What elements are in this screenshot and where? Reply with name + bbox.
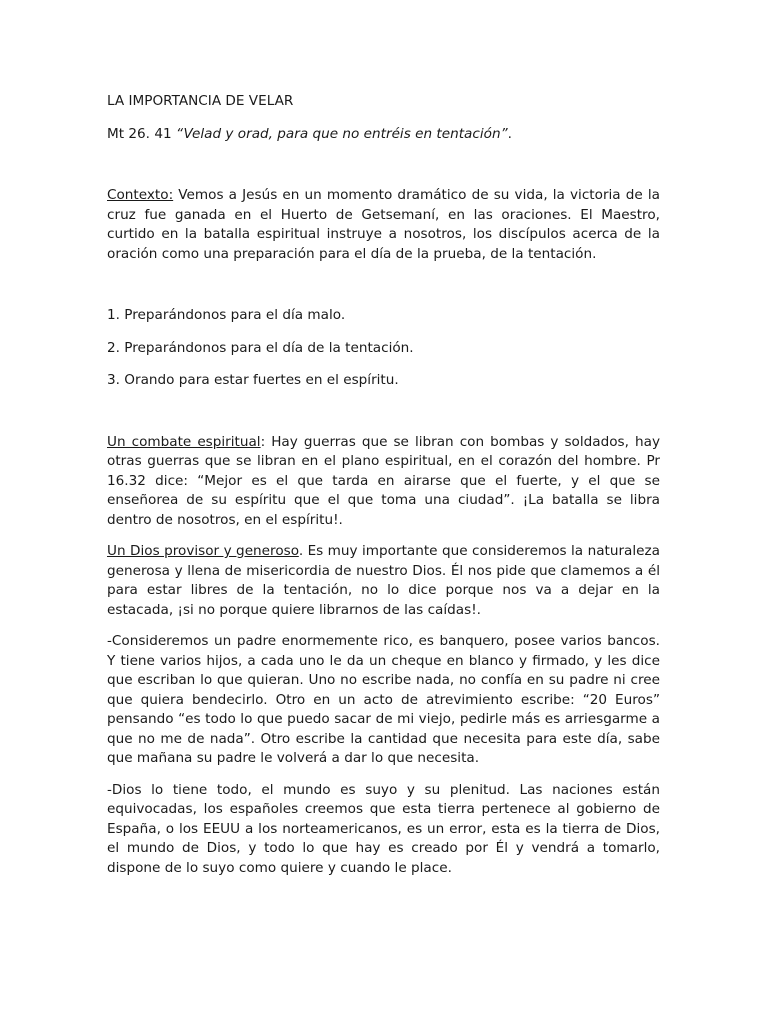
point-item: 2. Preparándonos para el día de la tentación. bbox=[107, 339, 414, 356]
verse-quote: “Velad y orad, para que no entréis en tentación” bbox=[175, 125, 508, 142]
context-label: Contexto: bbox=[107, 187, 174, 203]
padre-paragraph: -Consideremos un padre enormemente rico, es banquero, posee varios bancos. Y tiene varios hijos, a cada uno le da un cheque en blanco y firmado, y les dice que escriban lo que quieran. Uno no escribe nada, no confía en su padre ni cree que quiera bendecirlo. Otro en un acto de atrevimiento escribe: “20 Euros” pensando “es todo lo que puedo sacar de mi viejo, pedirle más es arriesgarme a que no me de nada”. Otro escribe la cantidad que necesita para este día, sabe que mañana su padre le volverá a dar lo que necesita. bbox=[107, 633, 660, 766]
dios-text: . Es muy importante que consideremos la naturaleza generosa y llena de misericordia de nuestro Dios. Él nos pide que clamemos a él para estar libres de la tentación, no lo dice porque nos va a dejar en la estacada, ¡si no porque quiere librarnos de las caídas!. bbox=[107, 543, 660, 618]
mundo-paragraph: -Dios lo tiene todo, el mundo es suyo y su plenitud. Las naciones están equivocadas, los españoles creemos que esta tierra pertenece al gobierno de España, o los EEUU a los norteamericanos, es un error, esta es la tierra de Dios, el mundo de Dios, y todo lo que hay es creado por Él y vendrá a tomarlo, dispone de lo suyo como quiere y cuando le place. bbox=[107, 781, 660, 876]
point-item: 1. Preparándonos para el día malo. bbox=[107, 307, 346, 323]
context-text: Vemos a Jesús en un momento dramático de su vida, la victoria de la cruz fue ganada en el Huerto de Getsemaní, en las oraciones. El Maestro, curtido en la batalla espiritual instruye a nosotros, los discípulos acerca de la oración como una preparación para el día de la prueba, de la tentación. bbox=[107, 187, 660, 262]
combate-paragraph bbox=[107, 433, 660, 531]
document-title: LA IMPORTANCIA DE VELAR bbox=[107, 93, 294, 109]
bible-verse bbox=[107, 125, 660, 145]
combate-text: : Hay guerras que se libran con bombas y soldados, hay otras guerras que se libran en el plano espiritual, en el corazón del hombre. Pr 16.32 dice: “Mejor es el que tarda en airarse que el fuerte, y el que se enseñorea de su espíritu que el que toma una ciudad”. ¡La batalla se libra dentro de nosotros, en el espíritu!. bbox=[107, 433, 660, 528]
document-body bbox=[107, 92, 660, 890]
context-paragraph bbox=[107, 186, 660, 264]
point-item: 3. Orando para estar fuertes en el espíritu. bbox=[107, 372, 399, 388]
combate-label: Un combate espiritual bbox=[107, 433, 261, 450]
verse-reference: Mt 26. 41 bbox=[107, 125, 176, 142]
dios-label: Un Dios provisor y generoso bbox=[107, 543, 299, 559]
verse-end: . bbox=[507, 125, 512, 142]
dios-paragraph bbox=[107, 542, 660, 620]
